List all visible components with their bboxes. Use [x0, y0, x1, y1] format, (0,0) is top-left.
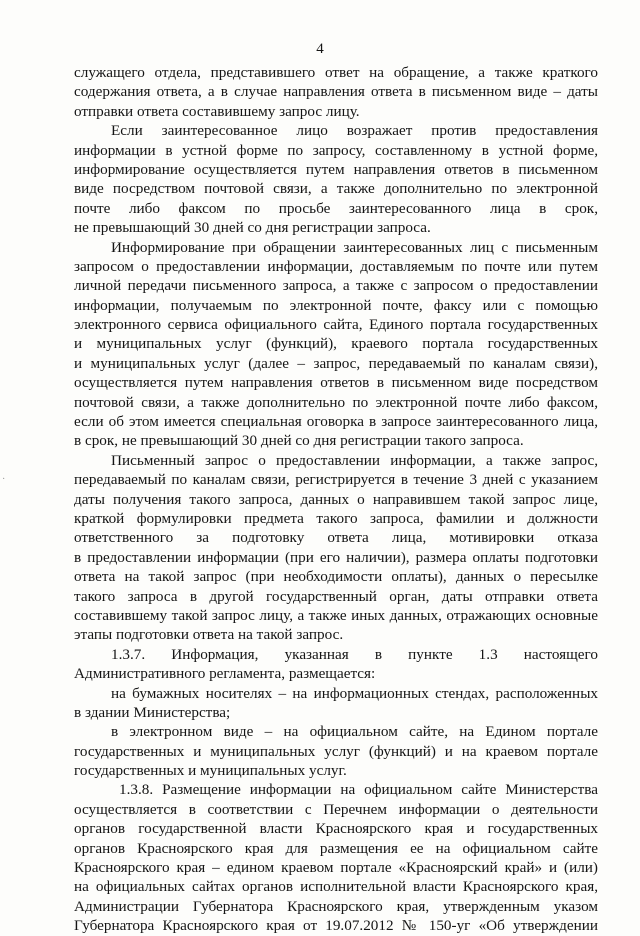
- text-line: виде посредством почтовой связи, а также дополнительно по электронной: [74, 180, 598, 198]
- text-line: осуществляется в соответствии с Перечнем информации о деятельности: [74, 800, 598, 818]
- text-line: почте либо факсом по просьбе заинтересованного лица в срок,: [74, 199, 598, 217]
- text-line: в электронном виде – на официальном сайте, на Едином портале: [111, 723, 598, 741]
- text-line: не превышающий 30 дней со дня регистрации запроса.: [74, 219, 431, 237]
- text-line: Администрации Губернатора Красноярского края, утвержденным указом: [74, 897, 598, 915]
- text-line: органов Красноярского края для размещения ее на официальном сайте: [74, 839, 598, 857]
- text-line: в предоставлении информации (при его наличии), размера оплаты подготовки: [74, 548, 598, 566]
- document-body: [74, 63, 598, 936]
- text-line: личной передачи письменного запроса, а также с запросом о предоставлении: [74, 277, 598, 295]
- text-line: электронного сервиса официального сайта, Единого портала государственных: [74, 316, 598, 334]
- text-line: Информирование при обращении заинтересованных лиц с письменным: [111, 238, 598, 256]
- text-line: на бумажных носителях – на информационных стендах, расположенных: [111, 684, 598, 702]
- text-line: государственных и муниципальных услуг.: [74, 762, 347, 780]
- margin-scan-mark: ·: [2, 474, 6, 485]
- text-line: на официальных сайтах органов исполнительной власти Красноярского края,: [74, 878, 598, 896]
- text-line: в здании Министерства;: [74, 703, 231, 721]
- text-line: информации, получаемым по электронной почте, факсу или с помощью: [74, 296, 598, 314]
- text-line: почтовой связи, а также дополнительно по электронной почте либо факсом,: [74, 393, 598, 411]
- text-line: составившему такой запрос лицу, а также иных данных, отражающих основные: [74, 606, 598, 624]
- text-line: информации в устной форме по запросу, составленному в устной форме,: [74, 141, 598, 159]
- text-line: осуществляется путем направления ответов в письменном виде посредством: [74, 374, 598, 392]
- text-line: Письменный запрос о предоставлении информации, а также запрос,: [111, 451, 598, 469]
- text-line: 1.3.7. Информация, указанная в пункте 1.3 настоящего: [111, 645, 598, 663]
- text-line: информирование осуществляется путем направления ответов в письменном: [74, 160, 598, 178]
- text-line: если об этом имеется специальная оговорка в запросе заинтересованного лица,: [74, 413, 598, 431]
- text-line: государственных и муниципальных услуг (функций) и на краевом портале: [74, 742, 598, 760]
- text-line: отправки ответа составившему запрос лицу.: [74, 102, 360, 120]
- text-line: этапы подготовки ответа на такой запрос.: [74, 626, 344, 644]
- text-line: и муниципальных услуг (далее – запрос, передаваемый по каналам связи),: [74, 354, 598, 372]
- text-line: Если заинтересованное лицо возражает против предоставления: [111, 122, 598, 140]
- text-line: ответственного за подготовку ответа лица, мотивировки отказа: [74, 529, 598, 547]
- text-line: запросом о предоставлении информации, доставляемым по почте или путем: [74, 257, 598, 275]
- text-line: содержания ответа, а в случае направления ответа в письменном виде – даты: [74, 83, 598, 101]
- text-line: ответа на такой запрос (при необходимости оплаты), данных о пересылке: [74, 568, 598, 586]
- text-line: 1.3.8. Размещение информации на официальном сайте Министерства: [119, 781, 598, 799]
- text-line: служащего отдела, представившего ответ на обращение, а также краткого: [74, 64, 598, 81]
- text-line: такого запроса в другой государственный орган, даты отправки ответа: [74, 587, 598, 605]
- text-line: в срок, не превышающий 30 дней со дня регистрации такого запроса.: [74, 432, 524, 450]
- page-number: 4: [316, 41, 324, 57]
- text-line: и муниципальных услуг (функций), краевого портала государственных: [74, 335, 598, 353]
- text-line: Красноярского края – едином краевом портале «Красноярский край» и (или): [74, 859, 598, 877]
- text-line: краткой формулировки предмета такого запроса, фамилии и должности: [74, 509, 598, 527]
- text-line: Административного регламента, размещается:: [74, 665, 376, 683]
- text-line: передаваемый по каналам связи, регистрируется в течение 3 дней с указанием: [74, 471, 598, 489]
- text-line: даты получения такого запроса, данных о направившем такой запрос лице,: [74, 490, 598, 508]
- text-line: органов государственной власти Красноярского края и государственных: [74, 820, 598, 838]
- text-line: Губернатора Красноярского края от 19.07.2012 № 150-уг «Об утверждении: [74, 917, 598, 935]
